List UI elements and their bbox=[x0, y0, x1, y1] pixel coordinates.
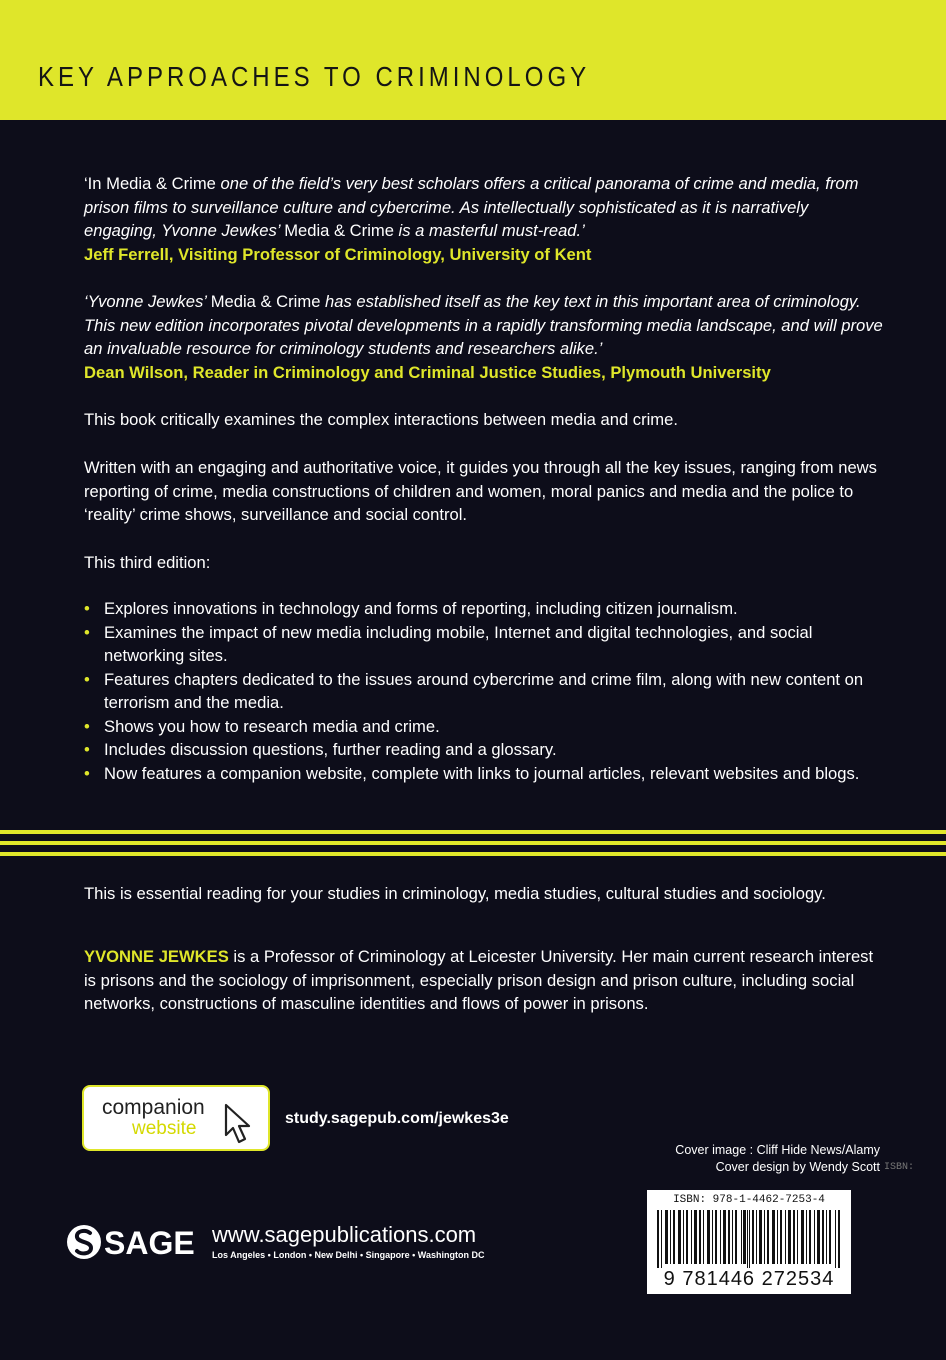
list-item: • Now features a companion website, complete with links to journal articles, relevant websites and blogs. bbox=[84, 762, 884, 786]
bullet-icon: • bbox=[84, 740, 90, 759]
bullet-icon: • bbox=[84, 763, 90, 783]
quote-attribution: Jeff Ferrell, Visiting Professor of Criminology, University of Kent bbox=[84, 244, 592, 264]
bullet-icon: • bbox=[84, 669, 90, 689]
quote-ferrell bbox=[84, 172, 884, 266]
sage-logo bbox=[66, 1222, 206, 1262]
divider-stripe bbox=[0, 852, 946, 856]
cover-image-credit: Cover image : Cliff Hide News/Alamy bbox=[675, 1143, 880, 1157]
publisher-url[interactable]: www.sagepublications.com bbox=[212, 1222, 477, 1247]
edition-heading: This third edition: bbox=[84, 553, 211, 572]
companion-url[interactable]: study.sagepub.com/jewkes3e bbox=[285, 1110, 509, 1127]
author-name: YVONNE JEWKES bbox=[84, 947, 229, 966]
series-title: KEY APPROACHES TO CRIMINOLOGY bbox=[38, 62, 591, 94]
bullet-icon: • bbox=[84, 599, 90, 618]
companion-website-badge bbox=[82, 1085, 270, 1151]
barcode bbox=[647, 1190, 851, 1294]
author-bio: YVONNE JEWKES is a Professor of Criminology at Leicester University. Her main current research interest is prisons and the sociology of imprisonment, especially prison design and prison culture, including social networks, constructions of masculine identities and flows of power in prisons. bbox=[84, 947, 874, 1013]
website-label: website bbox=[132, 1118, 197, 1139]
bullet-icon: • bbox=[84, 716, 90, 736]
list-item: • Shows you how to research media and crime. bbox=[84, 715, 884, 739]
companion-label: companion bbox=[102, 1096, 205, 1119]
quote-text: ‘Yvonne Jewkes’ Media & Crime has established itself as the key text in this important area of criminology. This new edition incorporates pivotal developments in a rapidly transforming media landscape, and will prove an invaluable resource for criminology students and researchers alike.’ bbox=[84, 292, 883, 358]
list-item: • Explores innovations in technology and forms of reporting, including citizen journalism. bbox=[84, 597, 884, 621]
bullet-icon: • bbox=[84, 622, 90, 642]
divider-stripe bbox=[0, 841, 946, 845]
series-banner bbox=[0, 0, 946, 120]
intro-paragraph: This book critically examines the complex interactions between media and crime. bbox=[84, 410, 678, 429]
publisher-cities: Los Angeles • London • New Delhi • Singapore • Washington DC bbox=[212, 1250, 485, 1260]
feature-list bbox=[84, 597, 884, 785]
quote-attribution: Dean Wilson, Reader in Criminology and Criminal Justice Studies, Plymouth University bbox=[84, 362, 771, 382]
description-paragraph: Written with an engaging and authoritative voice, it guides you through all the key issues, ranging from news reporting of crime, media constructions of children and women, moral panics and media and the police to ‘reality’ crime shows, surveillance and social control. bbox=[84, 458, 877, 524]
quote-wilson bbox=[84, 290, 884, 384]
barcode-bars-icon bbox=[657, 1210, 841, 1268]
isbn-label: ISBN: bbox=[884, 1162, 915, 1173]
cursor-icon bbox=[224, 1103, 254, 1145]
barcode-isbn: ISBN: 978-1-4462-7253-4 bbox=[673, 1194, 825, 1206]
cover-design-credit: Cover design by Wendy Scott bbox=[715, 1160, 880, 1174]
barcode-number: 9 781446 272534 bbox=[663, 1268, 835, 1290]
list-item: • Includes discussion questions, further reading and a glossary. bbox=[84, 738, 884, 762]
list-item: • Features chapters dedicated to the issues around cybercrime and crime film, along with new content on terrorism and the media. bbox=[84, 669, 864, 712]
quote-text: ‘In Media & Crime one of the field’s very best scholars offers a critical panorama of crime and media, from prison films to surveillance culture and cybercrime. As intellectually sophisticated as it is narratively engaging, Yvonne Jewkes’ Media & Crime is a masterful must-read.’ bbox=[84, 174, 859, 240]
divider-stripe bbox=[0, 830, 946, 834]
list-item: • Examines the impact of new media including mobile, Internet and digital technologies, and social networking sites. bbox=[84, 622, 813, 665]
svg-text:SAGE: SAGE bbox=[104, 1225, 195, 1261]
essential-reading: This is essential reading for your studies in criminology, media studies, cultural studies and sociology. bbox=[84, 884, 826, 903]
